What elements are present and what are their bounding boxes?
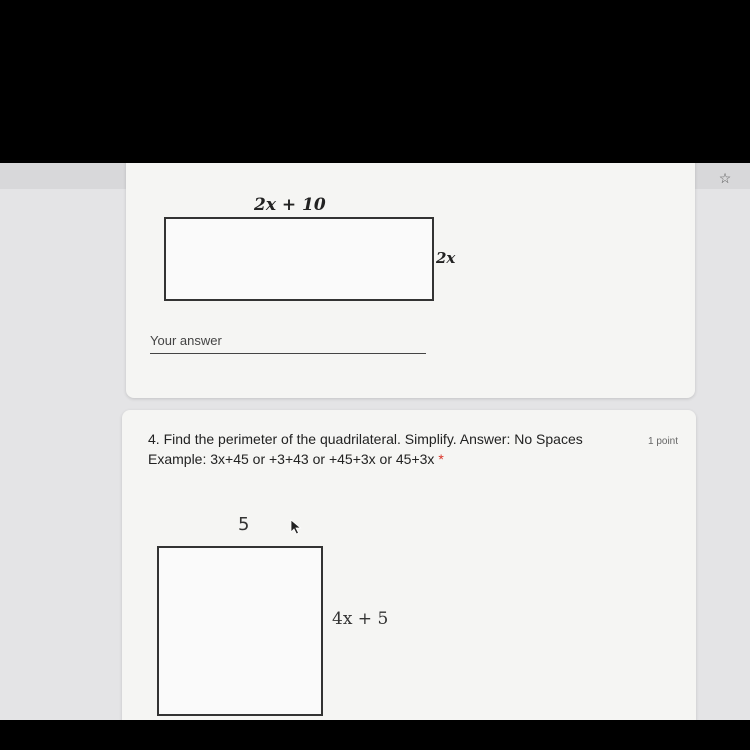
example-text: Example: 3x+45 or +3+43 or +45+3x or 45+3x <box>148 451 435 467</box>
rectangle-figure <box>164 217 434 301</box>
question-title: 4. Find the perimeter of the quadrilateral. Simplify. Answer: No Spaces <box>148 431 583 447</box>
square-figure <box>157 546 323 716</box>
mouse-cursor-icon <box>290 519 304 535</box>
answer-placeholder: Your answer <box>150 333 222 348</box>
square-top-label: 5 <box>238 514 250 535</box>
question-4-card <box>122 410 696 720</box>
rectangle-width-label: 2x <box>436 249 456 267</box>
question-3-card <box>126 163 695 398</box>
rectangle-length-label: 2x + 10 <box>254 195 326 215</box>
answer-input[interactable] <box>150 331 426 354</box>
star-icon[interactable]: ☆ <box>718 170 732 186</box>
points-badge: 1 point <box>648 436 679 447</box>
required-asterisk: * <box>438 451 444 467</box>
question-example <box>148 451 444 467</box>
browser-viewport <box>0 163 750 720</box>
square-side-label: 4x + 5 <box>332 609 389 629</box>
